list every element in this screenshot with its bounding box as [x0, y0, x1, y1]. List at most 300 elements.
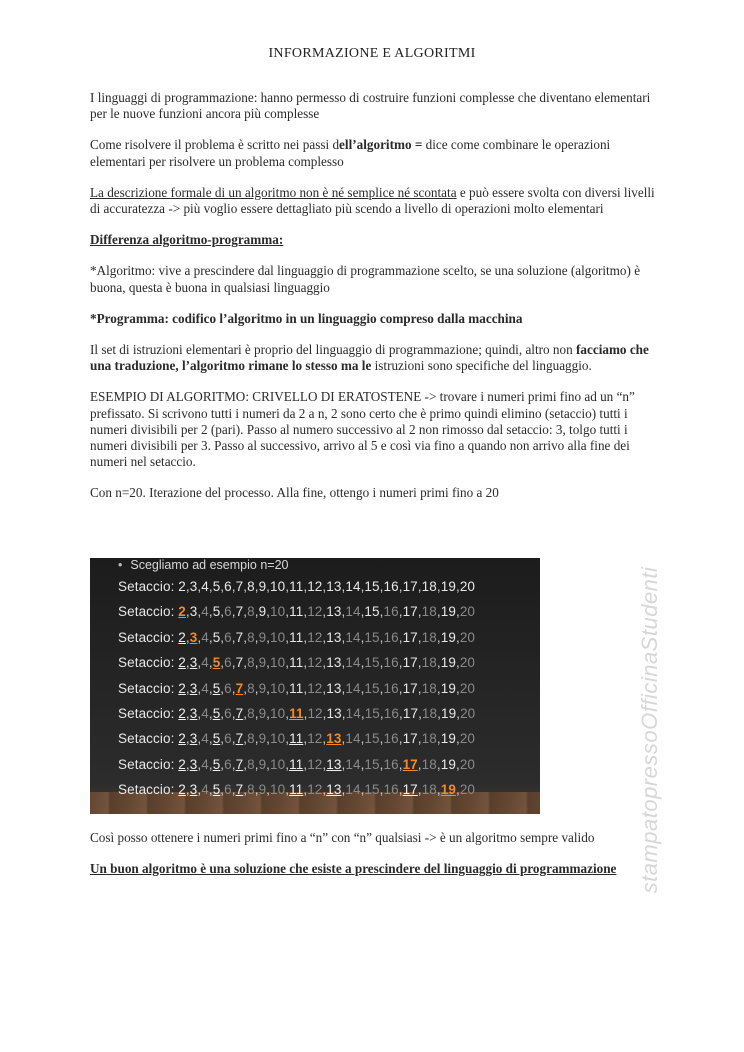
sieve-row-label: Setaccio: — [118, 756, 179, 772]
sieve-number: 20 — [459, 782, 476, 798]
bullet-icon: • — [118, 558, 123, 572]
comma-separator: , — [455, 655, 460, 671]
comma-separator: , — [303, 680, 308, 696]
sieve-number: 10 — [270, 731, 286, 747]
sieve-number: 13 — [326, 731, 342, 747]
comma-separator: , — [285, 604, 290, 620]
sieve-number: 11 — [289, 655, 304, 671]
comma-separator: , — [379, 604, 384, 620]
sieve-number: 7 — [235, 604, 244, 620]
sieve-number: 20 — [459, 629, 476, 645]
paragraph-cosi: Così posso ottenere i numeri primi fino a “n” con “n” qualsiasi -> è un algoritmo sempre valido — [90, 830, 595, 845]
comma-separator: , — [197, 756, 202, 772]
sieve-number: 18 — [421, 680, 437, 696]
sieve-row — [118, 630, 475, 645]
sieve-number: 7 — [235, 756, 244, 772]
sieve-number: 8 — [247, 731, 255, 747]
comma-separator: , — [266, 731, 271, 747]
sieve-number: 8 — [247, 782, 255, 798]
comma-separator: , — [243, 756, 248, 772]
sieve-number: 8 — [247, 680, 255, 696]
comma-separator: , — [266, 629, 271, 645]
sieve-number: 2 — [178, 756, 186, 772]
sieve-number: 13 — [326, 680, 342, 696]
comma-separator: , — [322, 706, 327, 721]
section-heading: Differenza algoritmo-programma: — [90, 232, 284, 248]
sieve-number: 8 — [247, 655, 255, 671]
comma-separator: , — [455, 782, 460, 798]
comma-separator: , — [285, 731, 290, 747]
comma-separator: , — [243, 579, 248, 594]
paragraph-text: Come risolvere il problema è scritto nei passi d — [90, 137, 340, 153]
underlined-text: La descrizione formale di un algoritmo non è né semplice né scontata — [90, 184, 457, 200]
comma-separator: , — [360, 731, 365, 747]
paragraph-con-n: Con n=20. Iterazione del processo. Alla fine, ottengo i numeri primi fino a 20 — [90, 485, 499, 501]
comma-separator: , — [322, 756, 327, 772]
sieve-number: 4 — [201, 706, 209, 721]
comma-separator: , — [379, 629, 384, 645]
sieve-number: 13 — [326, 655, 342, 671]
comma-separator: , — [398, 604, 403, 620]
sieve-number: 9 — [258, 706, 267, 721]
sieve-number: 17 — [402, 655, 418, 671]
comma-separator: , — [455, 680, 460, 696]
comma-separator: , — [243, 706, 248, 721]
comma-separator: , — [303, 731, 308, 747]
comma-separator: , — [208, 629, 213, 645]
comma-separator: , — [436, 604, 441, 620]
comma-separator: , — [208, 731, 213, 747]
comma-separator: , — [418, 706, 422, 721]
comma-separator: , — [208, 706, 213, 721]
sieve-number: 7 — [235, 782, 244, 798]
comma-separator: , — [417, 604, 422, 620]
sieve-number: 14 — [345, 756, 361, 772]
comma-separator: , — [341, 782, 346, 798]
sieve-number: 11 — [289, 706, 304, 721]
paragraph-esempio: ESEMPIO DI ALGORITMO: CRIVELLO DI ERATOSTENE -> trovare i numeri primi fino ad un “n” prefissato. Si scrivono tutti i numeri da 2 a n, 2 sono certo che è primo quindi elimino (setaccio) tutti i numeri divisibili per 2 (pari). Passo al numero successivo al 2 non rimosso dal setaccio: 3, tolgo tutti i numeri divisibili per 3. Passo al successivo, arrivo al 5 e così via fino a quando non arrivo alla fine dei numeri nel setaccio. — [90, 389, 635, 470]
sieve-number: 11 — [289, 629, 304, 645]
comma-separator: , — [436, 629, 441, 645]
comma-separator: , — [379, 579, 384, 594]
comma-separator: , — [208, 782, 213, 798]
sieve-number: 4 — [201, 756, 209, 772]
comma-separator: , — [360, 579, 365, 594]
sieve-number: 9 — [258, 604, 267, 620]
comma-separator: , — [341, 680, 346, 696]
sieve-number: 20 — [460, 706, 476, 721]
sieve-number: 9 — [258, 731, 267, 747]
sieve-number: 20 — [459, 579, 476, 594]
sieve-number: 5 — [212, 629, 221, 645]
sieve-number: 19 — [440, 756, 456, 772]
sieve-number: 17 — [402, 579, 418, 594]
comma-separator: , — [455, 756, 460, 772]
sieve-number: 10 — [270, 756, 286, 772]
comma-separator: , — [208, 579, 213, 594]
comma-separator: , — [417, 680, 422, 696]
comma-separator: , — [243, 655, 248, 671]
sieve-number: 19 — [440, 731, 456, 747]
comma-separator: , — [220, 579, 225, 594]
comma-separator: , — [455, 604, 460, 620]
sieve-number: 14 — [345, 629, 361, 645]
slide-header — [118, 558, 288, 572]
comma-separator: , — [436, 782, 441, 798]
comma-separator: , — [436, 680, 441, 696]
comma-separator: , — [231, 655, 236, 671]
comma-separator: , — [341, 756, 346, 772]
comma-separator: , — [417, 655, 422, 671]
comma-separator: , — [360, 604, 365, 620]
comma-separator: , — [185, 604, 190, 620]
comma-separator: , — [266, 579, 271, 594]
sieve-number: 3 — [189, 706, 198, 721]
comma-separator: , — [341, 655, 346, 671]
comma-separator: , — [322, 579, 327, 594]
sieve-number: 19 — [440, 680, 456, 696]
sieve-row-label: Setaccio: — [118, 604, 179, 620]
comma-separator: , — [303, 629, 308, 645]
sieve-number: 10 — [270, 782, 286, 798]
sieve-number: 11 — [289, 756, 304, 772]
comma-separator: , — [185, 756, 190, 772]
paragraph-text: Il set di istruzioni elementari è proprio del linguaggio di programmazione; quindi, altro non — [90, 342, 576, 358]
sieve-number: 17 — [402, 629, 418, 645]
sieve-number: 3 — [189, 731, 198, 747]
sieve-number: 15 — [364, 782, 380, 798]
sieve-number: 6 — [224, 629, 232, 645]
sieve-number: 16 — [383, 579, 399, 594]
sieve-number: 3 — [189, 629, 198, 645]
sieve-number: 6 — [224, 655, 232, 671]
sieve-number: 5 — [212, 782, 221, 798]
comma-separator: , — [208, 655, 213, 671]
comma-separator: , — [208, 604, 213, 620]
sieve-row — [118, 731, 475, 746]
sieve-number: 13 — [326, 782, 342, 798]
sieve-number: 12 — [307, 731, 323, 747]
paragraph-text: e può essere svolta con diversi livelli di accuratezza -> più voglio essere dettagliato più scendo a livello di operazioni molto elementari — [90, 184, 655, 217]
document-body-end — [90, 830, 660, 892]
sieve-row — [118, 757, 475, 772]
sieve-number: 14 — [345, 655, 361, 671]
comma-separator: , — [197, 731, 202, 747]
sieve-row-label: Setaccio: — [118, 782, 179, 798]
comma-separator: , — [360, 629, 365, 645]
sieve-number: 12 — [307, 604, 323, 620]
sieve-number: 6 — [224, 706, 232, 721]
comma-separator: , — [360, 782, 365, 798]
sieve-number: 2 — [178, 655, 186, 671]
sieve-number: 11 — [289, 604, 304, 620]
sieve-number: 11 — [289, 731, 304, 747]
comma-separator: , — [379, 706, 384, 721]
paragraph-text: dice come combinare le operazioni elementari per risolvere un problema complesso — [90, 137, 611, 169]
sieve-number: 5 — [212, 655, 221, 671]
sieve-number: 5 — [212, 604, 221, 620]
sieve-number: 14 — [345, 731, 361, 747]
sieve-number: 20 — [459, 731, 476, 747]
sieve-number: 9 — [258, 782, 267, 798]
comma-separator: , — [254, 579, 259, 594]
sieve-number: 10 — [270, 629, 286, 645]
sieve-number: 4 — [201, 680, 209, 696]
sieve-number: 20 — [459, 756, 476, 772]
comma-separator: , — [455, 629, 460, 645]
comma-separator: , — [231, 579, 236, 594]
comma-separator: , — [360, 655, 365, 671]
sieve-number: 20 — [459, 604, 476, 620]
comma-separator: , — [220, 604, 225, 620]
comma-separator: , — [243, 782, 248, 798]
comma-separator: , — [285, 706, 290, 721]
paragraph-descrizione-formale — [90, 185, 660, 217]
comma-separator: , — [398, 629, 403, 645]
paragraph-linguaggi: I linguaggi di programmazione: hanno permesso di costruire funzioni complesse che diventano elementari per le nuove funzioni ancora più complesse — [90, 90, 651, 122]
sieve-number: 9 — [258, 680, 267, 696]
sieve-number: 6 — [224, 579, 232, 594]
sieve-number: 7 — [235, 629, 244, 645]
comma-separator: , — [220, 706, 225, 721]
comma-separator: , — [322, 604, 327, 620]
conclusion-text: Un buon algoritmo è una soluzione che esiste a prescindere del linguaggio di programmazione — [90, 861, 617, 877]
comma-separator: , — [398, 655, 403, 671]
sieve-number: 3 — [189, 604, 198, 620]
comma-separator: , — [379, 680, 384, 696]
sieve-number: 2 — [178, 706, 186, 721]
sieve-row-label: Setaccio: — [118, 731, 179, 747]
comma-separator: , — [197, 655, 202, 671]
sieve-number: 15 — [364, 604, 380, 620]
sieve-number: 17 — [402, 604, 418, 620]
comma-separator: , — [303, 655, 308, 671]
comma-separator: , — [303, 782, 308, 798]
comma-separator: , — [379, 782, 384, 798]
comma-separator: , — [254, 731, 259, 747]
comma-separator: , — [360, 756, 365, 772]
comma-separator: , — [231, 706, 236, 721]
comma-separator: , — [231, 604, 236, 620]
sieve-number: 14 — [345, 782, 361, 798]
sieve-number: 11 — [289, 782, 304, 798]
sieve-slide-image — [90, 558, 540, 814]
sieve-number: 8 — [247, 604, 255, 620]
comma-separator: , — [254, 629, 259, 645]
sieve-number: 15 — [364, 706, 380, 721]
comma-separator: , — [398, 731, 403, 747]
comma-separator: , — [231, 731, 236, 747]
comma-separator: , — [341, 604, 346, 620]
comma-separator: , — [254, 604, 259, 620]
sieve-number: 7 — [235, 706, 244, 721]
comma-separator: , — [417, 756, 422, 772]
sieve-number: 4 — [201, 629, 209, 645]
sieve-number: 4 — [201, 579, 209, 594]
sieve-number: 5 — [212, 731, 221, 747]
comma-separator: , — [322, 680, 327, 696]
sieve-number: 4 — [201, 604, 209, 620]
comma-separator: , — [285, 655, 290, 671]
sieve-number: 16 — [383, 604, 399, 620]
comma-separator: , — [266, 756, 271, 772]
comma-separator: , — [303, 604, 308, 620]
comma-separator: , — [436, 655, 441, 671]
comma-separator: , — [341, 629, 346, 645]
sieve-number: 8 — [247, 756, 255, 772]
comma-separator: , — [185, 782, 190, 798]
sieve-number: 19 — [440, 629, 456, 645]
comma-separator: , — [398, 782, 403, 798]
comma-separator: , — [417, 629, 422, 645]
comma-separator: , — [243, 731, 248, 747]
sieve-number: 2 — [178, 579, 186, 594]
comma-separator: , — [220, 756, 225, 772]
comma-separator: , — [197, 706, 202, 721]
sieve-number: 12 — [307, 782, 323, 798]
sieve-number: 13 — [326, 706, 342, 721]
paragraph-programma: *Programma: codifico l’algoritmo in un linguaggio compreso dalla macchina — [90, 310, 523, 326]
comma-separator: , — [285, 680, 290, 696]
sieve-number: 3 — [189, 680, 198, 696]
sieve-number: 15 — [364, 629, 380, 645]
sieve-number: 6 — [224, 604, 232, 620]
sieve-number: 3 — [189, 782, 198, 798]
sieve-number: 7 — [235, 680, 244, 696]
sieve-row-label: Setaccio: — [118, 680, 179, 696]
sieve-number: 2 — [178, 680, 186, 696]
sieve-number: 18 — [421, 629, 437, 645]
comma-separator: , — [197, 782, 202, 798]
comma-separator: , — [243, 680, 248, 696]
comma-separator: , — [285, 579, 290, 594]
comma-separator: , — [398, 579, 403, 594]
sieve-number: 16 — [383, 629, 399, 645]
comma-separator: , — [303, 756, 308, 772]
sieve-number: 13 — [326, 756, 342, 772]
sieve-number: 15 — [364, 756, 380, 772]
comma-separator: , — [266, 782, 271, 798]
paragraph-text: istruzioni sono specifiche del linguaggio. — [371, 358, 592, 374]
comma-separator: , — [266, 706, 271, 721]
sieve-row — [118, 706, 475, 721]
sieve-number: 5 — [212, 706, 221, 721]
sieve-number: 16 — [383, 782, 399, 798]
watermark-text: stampatopressoOfficinaStudenti — [637, 566, 662, 894]
sieve-number: 2 — [178, 604, 186, 620]
sieve-number: 18 — [421, 579, 437, 594]
comma-separator: , — [398, 756, 403, 772]
comma-separator: , — [243, 604, 248, 620]
comma-separator: , — [231, 680, 236, 696]
sieve-row — [118, 681, 475, 696]
comma-separator: , — [185, 731, 190, 747]
sieve-number: 9 — [258, 756, 267, 772]
sieve-number: 12 — [307, 706, 323, 721]
sieve-row-label: Setaccio: — [118, 629, 179, 645]
comma-separator: , — [220, 680, 225, 696]
sieve-number: 10 — [270, 680, 286, 696]
sieve-number: 7 — [235, 579, 244, 594]
bold-text: ell’algoritmo = — [339, 137, 426, 153]
sieve-number: 4 — [201, 782, 209, 798]
sieve-number: 4 — [201, 655, 209, 671]
sieve-number: 9 — [258, 629, 267, 645]
comma-separator: , — [436, 756, 441, 772]
sieve-number: 6 — [224, 680, 232, 696]
sieve-row-label: Setaccio: — [118, 655, 179, 671]
sieve-number: 4 — [201, 731, 209, 747]
comma-separator: , — [436, 731, 441, 747]
comma-separator: , — [417, 579, 422, 594]
comma-separator: , — [231, 629, 236, 645]
comma-separator: , — [220, 629, 225, 645]
comma-separator: , — [341, 579, 346, 594]
comma-separator: , — [185, 706, 190, 721]
comma-separator: , — [398, 680, 403, 696]
comma-separator: , — [254, 706, 259, 721]
bold-text: facciamo che una traduzione, l’algoritmo rimane lo stesso ma le — [90, 342, 649, 374]
sieve-number: 17 — [402, 731, 418, 747]
comma-separator: , — [437, 706, 441, 721]
comma-separator: , — [303, 579, 308, 594]
comma-separator: , — [208, 756, 213, 772]
sieve-number: 5 — [212, 756, 221, 772]
comma-separator: , — [231, 782, 236, 798]
sieve-row-label: Setaccio: — [118, 706, 179, 721]
sieve-number: 2 — [178, 782, 186, 798]
sieve-number: 18 — [421, 782, 437, 798]
sieve-number: 10 — [270, 706, 286, 721]
sieve-number: 3 — [189, 655, 198, 671]
sieve-number: 5 — [212, 579, 221, 594]
sieve-number: 8 — [247, 629, 255, 645]
sieve-number: 15 — [364, 579, 380, 594]
sieve-number: 15 — [364, 731, 380, 747]
sieve-row — [118, 655, 475, 670]
sieve-number: 20 — [459, 655, 476, 671]
sieve-number: 17 — [402, 680, 418, 696]
comma-separator: , — [285, 782, 290, 798]
comma-separator: , — [303, 706, 308, 721]
comma-separator: , — [379, 655, 384, 671]
comma-separator: , — [360, 680, 365, 696]
comma-separator: , — [185, 655, 190, 671]
comma-separator: , — [254, 680, 259, 696]
paragraph-algoritmo-definizione — [90, 137, 660, 169]
sieve-number: 12 — [307, 579, 323, 594]
comma-separator: , — [231, 756, 236, 772]
sieve-number: 18 — [421, 706, 438, 721]
sieve-number: 7 — [235, 655, 244, 671]
sieve-row-label: Setaccio: — [118, 579, 179, 594]
sieve-number: 8 — [247, 706, 255, 721]
sieve-number: 15 — [364, 680, 380, 696]
sieve-number: 11 — [289, 680, 304, 696]
sieve-number: 14 — [345, 579, 361, 594]
comma-separator: , — [243, 629, 248, 645]
sieve-number: 18 — [421, 756, 437, 772]
comma-separator: , — [360, 706, 365, 721]
comma-separator: , — [208, 680, 213, 696]
sieve-number: 19 — [440, 782, 456, 798]
sieve-number: 17 — [402, 782, 418, 798]
comma-separator: , — [285, 756, 290, 772]
sieve-number: 19 — [440, 604, 456, 620]
sieve-number: 13 — [326, 604, 342, 620]
sieve-number: 19 — [440, 655, 456, 671]
comma-separator: , — [254, 782, 259, 798]
